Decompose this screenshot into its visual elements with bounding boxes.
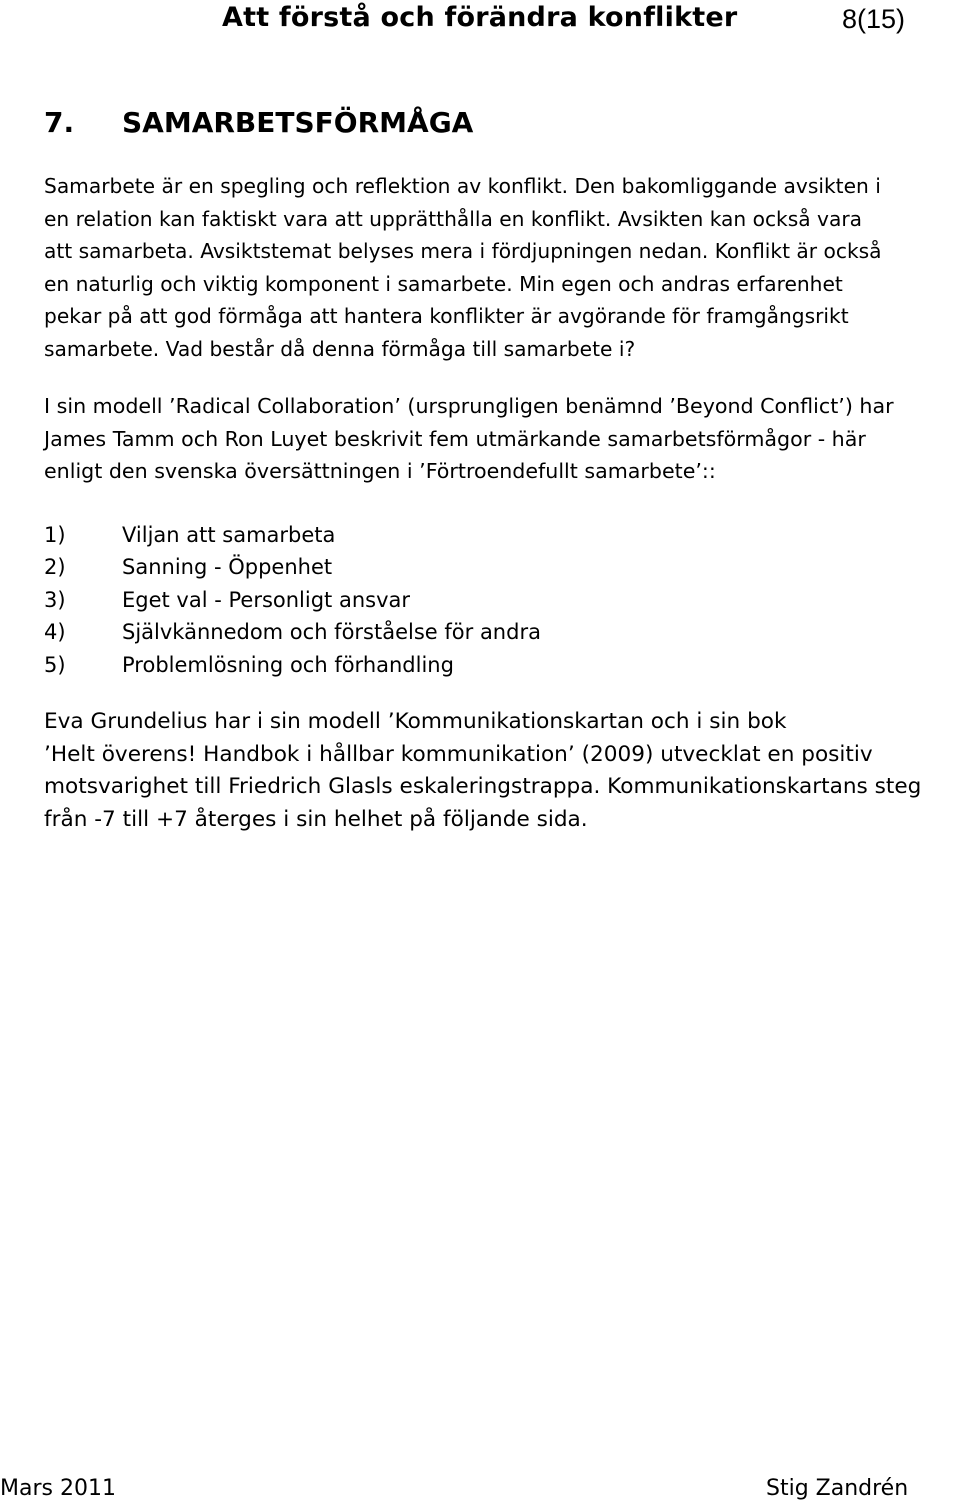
intro-line: en relation kan faktiskt vara att upprätthålla en konflikt. Avsikten kan också vara	[44, 206, 863, 231]
list-item-text: Eget val - Personligt ansvar	[122, 587, 411, 612]
page-header	[222, 2, 942, 38]
list-item-text: Problemlösning och förhandling	[122, 652, 454, 677]
list-item	[44, 649, 541, 681]
eva-line: ’Helt överens! Handbok i hållbar kommunikation’ (2009) utvecklat en positiv	[44, 741, 873, 767]
list-item-number: 3)	[44, 587, 66, 612]
page-number: 8(15)	[842, 4, 906, 34]
list-item-text: Viljan att samarbeta	[122, 523, 336, 547]
intro-line: samarbete. Vad består då denna förmåga till samarbete i?	[44, 336, 636, 361]
list-item-text: Självkännedom och förståelse för andra	[122, 620, 541, 645]
intro-paragraph	[44, 170, 944, 365]
eva-paragraph	[44, 706, 944, 836]
list-item-number: 5)	[44, 652, 66, 677]
list-item-text: Sanning - Öppenhet	[122, 555, 333, 580]
abilities-list	[44, 519, 541, 681]
model-line: enligt den svenska översättningen i ’Förtroendefullt samarbete’::	[44, 459, 716, 483]
section-heading	[44, 106, 473, 139]
list-item-number: 4)	[44, 620, 66, 645]
section-number: 7.	[44, 106, 75, 139]
list-item	[44, 584, 541, 616]
footer-author: Stig Zandrén	[766, 1476, 909, 1501]
model-paragraph	[44, 390, 944, 488]
intro-line: Samarbete är en spegling och reflektion av konflikt. Den bakomliggande avsikten i	[44, 174, 881, 198]
list-item	[44, 616, 541, 648]
document-title: Att förstå och förändra konflikter	[222, 2, 738, 33]
list-item-number: 2)	[44, 555, 66, 580]
footer-date: Mars 2011	[0, 1476, 116, 1501]
list-item	[44, 551, 541, 583]
model-line: James Tamm och Ron Luyet beskrivit fem utmärkande samarbetsförmågor - här	[44, 426, 866, 451]
list-item	[44, 519, 541, 551]
intro-line: att samarbeta. Avsiktstemat belyses mera i fördjupningen nedan. Konflikt är också	[44, 239, 882, 263]
model-line: I sin modell ’Radical Collaboration’ (ursprungligen benämnd ’Beyond Conflict’) har	[44, 394, 894, 418]
section-title: SAMARBETSFÖRMÅGA	[122, 106, 474, 139]
eva-line: från -7 till +7 återges i sin helhet på följande sida.	[44, 806, 588, 832]
eva-line: Eva Grundelius har i sin modell ’Kommunikationskartan och i sin bok	[44, 709, 787, 734]
list-item-number: 1)	[44, 523, 66, 547]
intro-line: pekar på att god förmåga att hantera konflikter är avgörande för framgångsrikt	[44, 304, 849, 328]
intro-line: en naturlig och viktig komponent i samarbete. Min egen och andras erfarenhet	[44, 271, 843, 296]
eva-line: motsvarighet till Friedrich Glasls eskaleringstrappa. Kommunikationskartans steg	[44, 774, 922, 800]
